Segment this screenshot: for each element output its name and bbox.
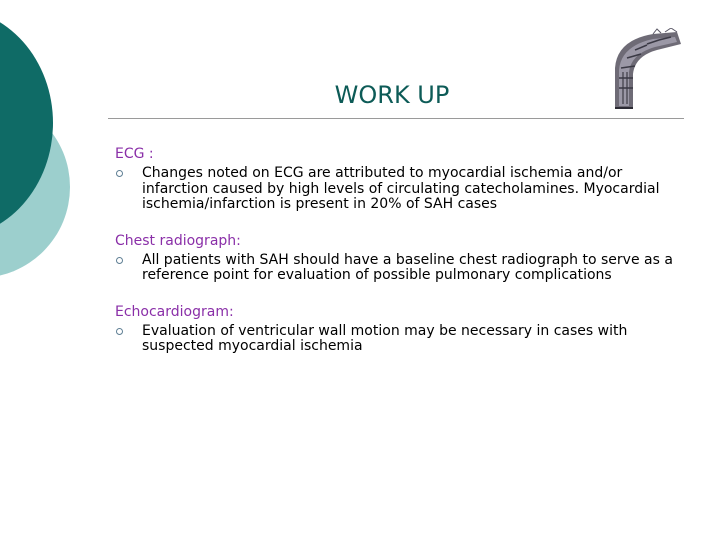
section-heading-echocardiogram: Echocardiogram: <box>115 303 234 320</box>
hollow-circle-bullet-icon <box>116 257 123 264</box>
list-item <box>115 253 685 284</box>
section-heading-ecg: ECG : <box>115 146 154 162</box>
hollow-circle-bullet-icon <box>116 328 123 335</box>
slide-body <box>115 146 685 375</box>
hollow-circle-bullet-icon <box>116 170 123 177</box>
title-divider <box>108 118 684 119</box>
section-chest-radiograph <box>115 233 685 284</box>
list-item-text: All patients with SAH should have a baseline chest radiograph to serve as a reference point for evaluation of possible pulmonary complications <box>142 251 673 283</box>
section-heading-chest-radiograph: Chest radiograph: <box>115 232 241 249</box>
section-echocardiogram <box>115 304 685 355</box>
section-ecg <box>115 146 685 213</box>
list-item <box>115 166 685 213</box>
list-item-text: Changes noted on ECG are attributed to myocardial ischemia and/or infarction caused by high levels of circulating catecholamines. Myocardial ischemia/infarction is present in 20% of SAH cases <box>142 165 660 212</box>
list-item-text: Evaluation of ventricular wall motion may be necessary in cases with suspected myocardial ischemia <box>142 322 628 354</box>
list-item <box>115 324 685 355</box>
slide-title: WORK UP <box>334 81 450 109</box>
curved-architecture-image <box>605 28 687 110</box>
